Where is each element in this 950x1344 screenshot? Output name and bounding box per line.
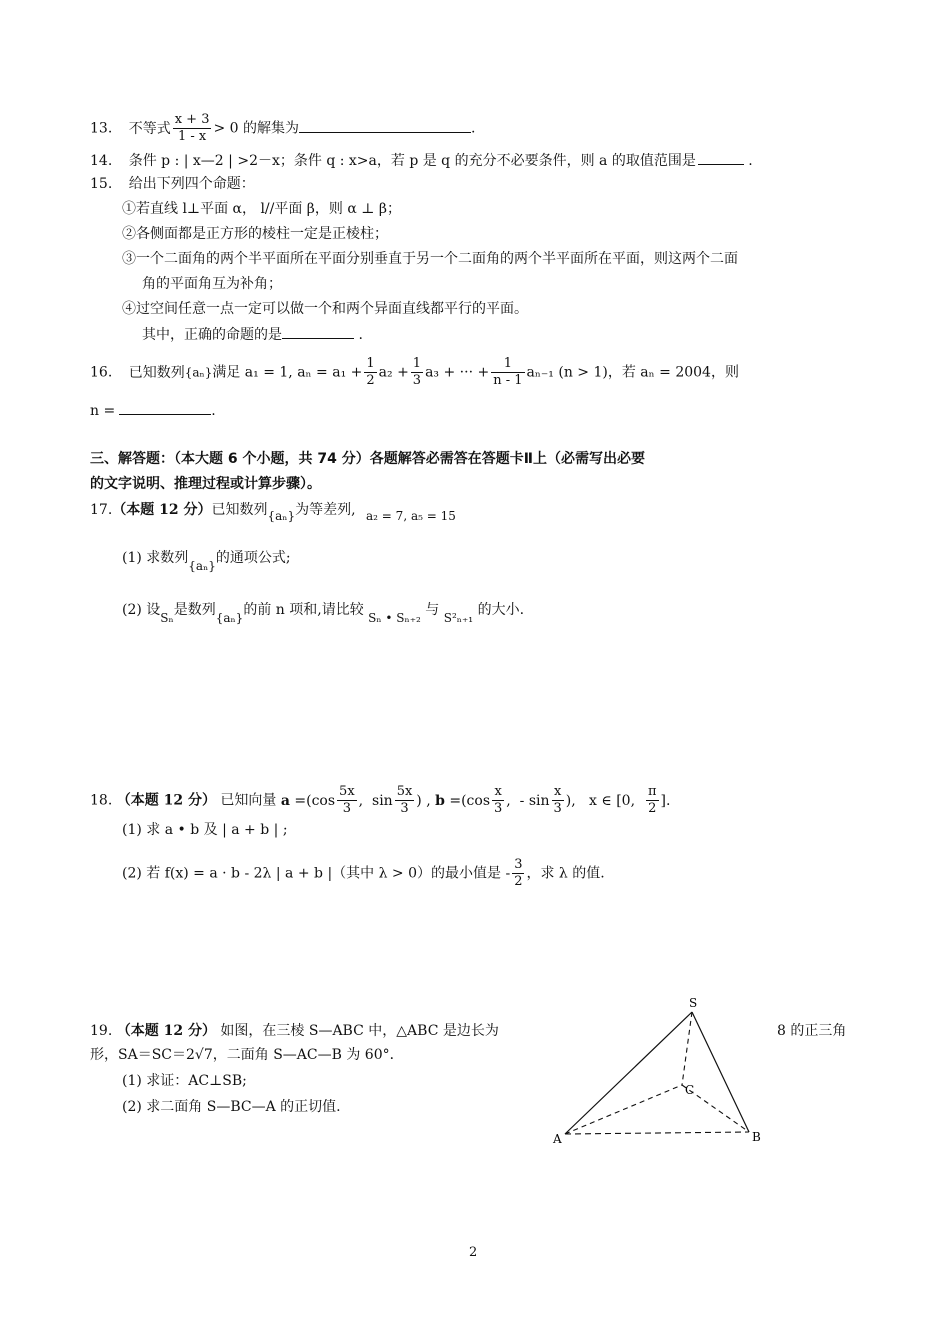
fraction-denominator: 2 <box>366 373 375 388</box>
question-text: (2) 设 <box>122 602 161 618</box>
edge-ab <box>565 1132 749 1134</box>
question-16-line2 <box>90 400 216 421</box>
question-text: 给出下列四个命题： <box>128 176 255 192</box>
question-text: 已知数列 <box>128 364 185 381</box>
question-number: 14. <box>90 153 113 169</box>
edge-sb <box>692 1012 749 1132</box>
sequence-symbol: {aₙ} <box>188 559 216 573</box>
proposition-4: ④过空间任意一点一定可以做一个和两个异面直线都平行的平面。 <box>122 301 528 317</box>
question-text: 满足 <box>212 364 241 381</box>
question-number: 15. <box>90 176 113 192</box>
sequence-symbol: {aₙ} <box>267 509 296 523</box>
question-text: 其中，正确的命题的是 <box>142 327 282 343</box>
score-label: （本题 12 分） <box>116 792 216 809</box>
question-19-part-2: (2) 求二面角 S—BC—A 的正切值. <box>122 1099 341 1115</box>
fraction-numerator: 1 <box>491 356 524 373</box>
sequence-symbol: {aₙ} <box>184 365 213 380</box>
question-text: 已知数列 <box>211 502 268 518</box>
vector-definition: a =(cos $\frac{5x}{3}$ , sin $\frac{5x}{3}$ ) , b =(cos $\frac{x}{3}$ , - sin $\frac{x}{3}$ ), x ∈ [0, $\frac{\pi}{2}$ ]. <box>280 784 671 816</box>
proposition-3-continued: 角的平面角互为补角； <box>142 276 282 292</box>
question-19-text-right: 8 的正三角 <box>777 1023 847 1039</box>
section-heading: 三、解答题：（本大题 6 个小题，共 74 分）各题解答必需答在答题卡Ⅱ上（必需写出必要 <box>90 451 645 467</box>
page-number: 2 <box>469 1245 478 1260</box>
question-number: 18. <box>90 792 113 809</box>
question-19-part-1: (1) 求证：AC⊥SB; <box>122 1073 247 1089</box>
punctuation: . <box>358 327 363 343</box>
math-expression: a₃ + ··· + <box>425 364 490 381</box>
math-expression: aₙ₋₁ (n > 1)，若 aₙ = 2004，则 <box>526 364 739 381</box>
edge-sc <box>682 1012 692 1085</box>
question-text: 不等式 <box>128 120 171 137</box>
question-number: 19. <box>90 1023 113 1039</box>
answer-blank[interactable] <box>119 400 211 415</box>
fraction <box>173 112 212 145</box>
question-number: 16. <box>90 364 113 381</box>
question-17-part-2 <box>122 600 524 628</box>
answer-blank[interactable] <box>282 324 354 339</box>
question-number: 17. <box>90 502 113 518</box>
punctuation: . <box>471 120 476 137</box>
question-17-part-1 <box>122 548 291 576</box>
fraction-numerator: 3 <box>514 857 523 872</box>
question-text: 与 <box>425 602 440 618</box>
vertex-label-s: S <box>689 996 698 1010</box>
punctuation: . <box>748 153 753 169</box>
question-13 <box>90 112 475 145</box>
question-14 <box>90 150 753 171</box>
question-text: 的大小. <box>477 602 525 618</box>
proposition-3: ③一个二面角的两个半平面所在平面分别垂直于另一个二面角的两个半平面所在平面，则这两个二面 <box>122 251 738 267</box>
question-18-part-2 <box>122 857 605 890</box>
fraction-denominator: 2 <box>514 874 523 889</box>
fraction <box>364 356 376 389</box>
edge-sa <box>565 1012 695 1134</box>
proposition-2: ②各侧面都是正方形的棱柱一定是正棱柱； <box>122 226 388 242</box>
fraction <box>411 356 423 389</box>
question-18-part-1: (1) 求 a • b 及 | a + b | ; <box>122 822 288 838</box>
answer-blank[interactable] <box>698 150 744 165</box>
math-expression: a₂ + <box>378 364 409 381</box>
question-text: (1) 求数列 <box>122 550 189 566</box>
math-expression: a₂ = 7, a₅ = 15 <box>366 509 456 523</box>
vertex-label-c: C <box>685 1083 695 1097</box>
proposition-1: ①若直线 l⊥平面 α， l//平面 β，则 α ⊥ β； <box>122 201 401 217</box>
question-19 <box>90 1021 499 1041</box>
math-expression: n = <box>90 403 116 419</box>
question-text: 如图，在三棱 S—ABC 中，△ABC 是边长为 <box>220 1023 499 1039</box>
question-15-conclusion <box>142 324 363 345</box>
tetrahedron-figure <box>550 995 770 1150</box>
vertex-label-a: A <box>553 1132 562 1146</box>
fraction <box>512 857 524 890</box>
sequence-symbol: {aₙ} <box>215 611 244 625</box>
question-text: 的通项公式; <box>215 550 291 566</box>
question-text: 为等差列, <box>295 502 356 518</box>
math-expression: Sₙ <box>160 611 174 625</box>
question-text: 的前 n 项和,请比较 <box>243 602 364 618</box>
answer-blank[interactable] <box>299 118 471 133</box>
question-text: ，求 λ 的值. <box>526 865 605 882</box>
math-expression: a₁ = 1, aₙ = a₁ + <box>244 364 363 381</box>
section-heading-continued: 的文字说明、推理过程或计算步骤）。 <box>90 476 321 492</box>
question-text: 已知向量 <box>220 792 277 809</box>
fraction-numerator: x + 3 <box>174 112 210 127</box>
question-number: 13. <box>90 120 113 137</box>
math-expression: (2) 若 f(x) = a · b - 2λ | a + b |（其中 λ > 0）的最小值是 - <box>122 865 511 882</box>
math-expression: Sₙ • Sₙ₊₂ <box>368 611 421 625</box>
math-expression: S²ₙ₊₁ <box>443 611 474 625</box>
question-text: > 0 的解集为 <box>213 120 300 137</box>
score-label: （本题 12 分） <box>112 502 212 518</box>
question-16 <box>90 356 739 389</box>
fraction-denominator: 3 <box>412 373 422 388</box>
score-label: （本题 12 分） <box>116 1023 216 1039</box>
question-text: 是数列 <box>173 602 216 618</box>
fraction-numerator: 1 <box>366 356 375 371</box>
question-15-intro <box>90 174 255 194</box>
question-19-line2: 形，SA＝SC＝2√7，二面角 S—AC—B 为 60°． <box>90 1047 404 1063</box>
fraction-numerator: 1 <box>412 356 422 371</box>
fraction-denominator: n - 1 <box>493 373 523 388</box>
question-text: 条件 p : | x—2 | >2－x；条件 q : x>a，若 p 是 q 的充分不必要条件，则 a 的取值范围是 <box>128 153 696 169</box>
vertex-label-b: B <box>752 1130 761 1144</box>
fraction-denominator: 1 - x <box>177 129 207 144</box>
edge-ac <box>565 1085 682 1134</box>
question-17 <box>90 500 456 526</box>
question-18 <box>90 784 670 817</box>
fraction <box>491 356 524 389</box>
punctuation: . <box>211 403 216 419</box>
